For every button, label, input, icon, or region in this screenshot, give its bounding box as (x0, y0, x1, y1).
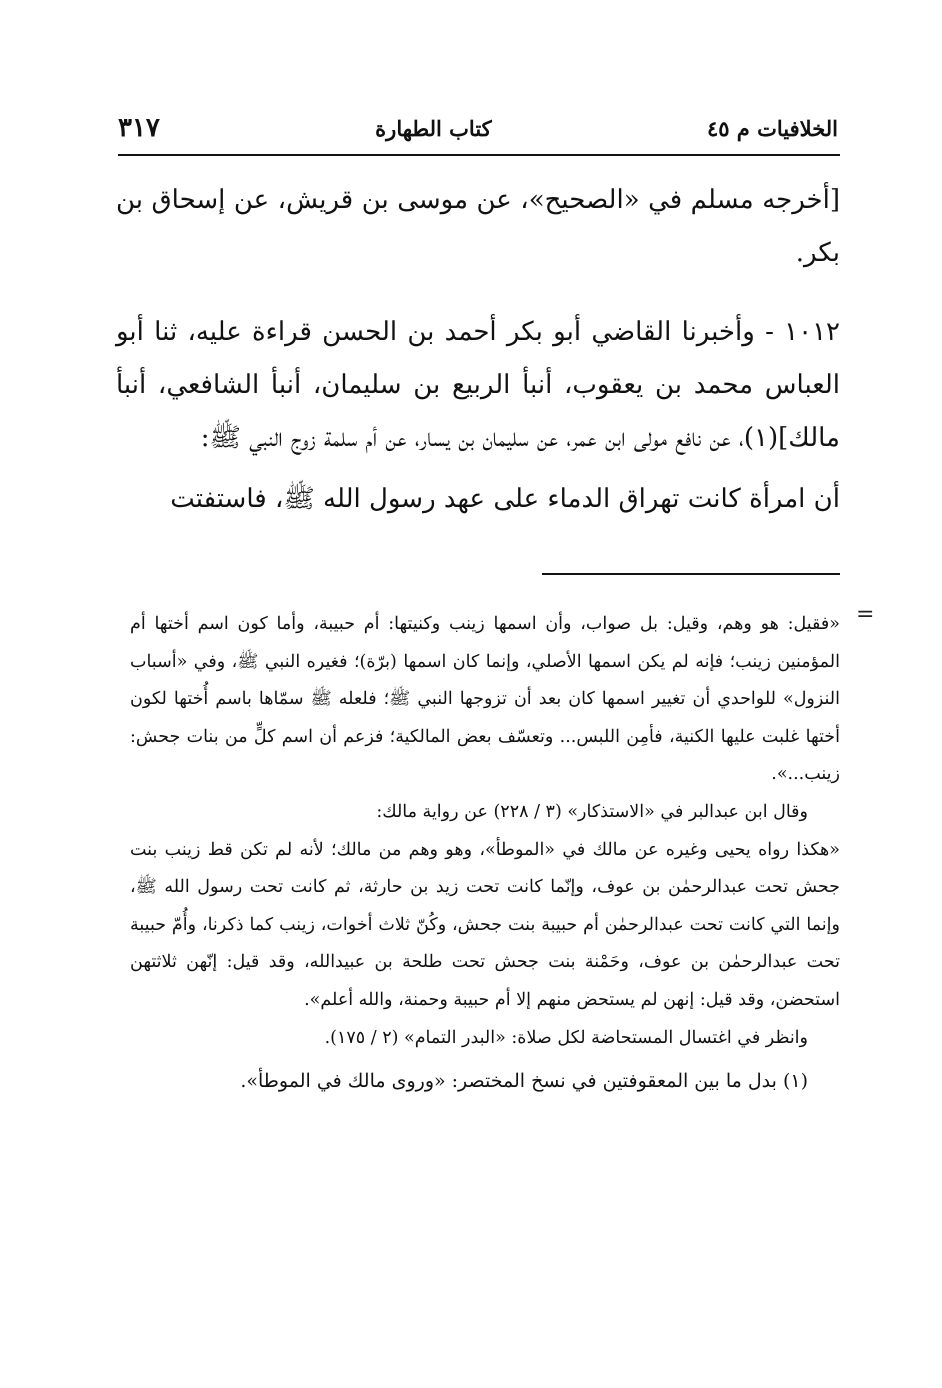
footnote-paragraph-1: «فقيل: هو وهم، وقيل: بل صواب، وأن اسمها زينب وكنيتها: أم حبيبة، وأما كون اسم أختها أم المؤمنين زينب؛ فإنه لم يكن اسمها الأصلي، وإنما كان اسمها (برّة)؛ فغيره النبي ﷺ، وفي «أسباب النزول» للواحدي أن تغيير اسمها كان بعد أن تزوجها النبي ﷺ؛ فلعله ﷺ سمّاها باسم أُختها لكون أختها غلبت عليها الكنية، فأمِن اللبس... وتعسّف بعض المالكية؛ فزعم أن اسم كلٍّ من بنات جحش: زينب...». (130, 614, 840, 785)
running-header (118, 108, 838, 148)
footnote-separator (542, 573, 840, 575)
footnote-paragraph-3: «هكذا رواه يحيى وغيره عن مالك في «الموطأ»، وهو وهم من مالك؛ لأنه لم تكن قط زينب بنت جحش تحت عبدالرحمٰن بن عوف، وإنّما كانت تحت زيد بن حارثة، ثم كانت تحت رسول الله ﷺ، وإنما التي كانت تحت عبدالرحمٰن أم حبيبة بنت جحش، وكُنّ ثلاث أخوات، زينب كما ذكرنا، وأُمّ حبيبة تحت عبدالرحمٰن بن عوف، وحَمْنة بنت جحش تحت طلحة بن عبيدالله، وقد قيل: إنّهن ثلاثتهن استحضن، وقد قيل: إنهن لم يستحض منهم إلا أم حبيبة وحمنة، والله أعلم». (130, 839, 840, 1010)
main-paragraph-3: أن امرأة كانت تهراق الدماء على عهد رسول الله ﷺ، فاستفتت (170, 484, 840, 514)
continuation-marker: = (856, 602, 875, 627)
main-body (116, 174, 840, 526)
footnote-paragraph-4: وانظر في اغتسال المستحاضة لكل صلاة: «البدر التمام» (٢ / ١٧٥). (324, 1027, 808, 1048)
footnote-paragraph-2: وقال ابن عبدالبر في «الاستذكار» (٣ / ٢٢٨) عن رواية مالك: (376, 801, 808, 822)
header-section: الخلافيات م ٤٥ (706, 115, 838, 141)
main-paragraph-1: [أخرجه مسلم في «الصحيح»، عن موسى بن قريش، عن إسحاق بن بكر. (116, 185, 840, 268)
header-divider (118, 154, 840, 156)
main-paragraph-hadith-1012: ١٠١٢ - وأخبرنا القاضي أبو بكر أحمد بن الحسن قراءة عليه، ثنا أبو العباس محمد بن يعقوب، أنبأ الربيع بن سليمان، أنبأ الشافعي، أنبأ مالك](١)، عن نافع مولى ابن عمر، عن سليمان بن يسار، عن أم سلمة زوج النبي ﷺ: (116, 317, 840, 453)
footnote-reference-1: (١) بدل ما بين المعقوفتين في نسخ المختصر: «وروى مالك في الموطأ». (240, 1070, 808, 1093)
footnotes (130, 606, 840, 1101)
header-book-title: كتاب الطهارة (375, 115, 492, 141)
page-number: ٣١٧ (118, 113, 160, 143)
